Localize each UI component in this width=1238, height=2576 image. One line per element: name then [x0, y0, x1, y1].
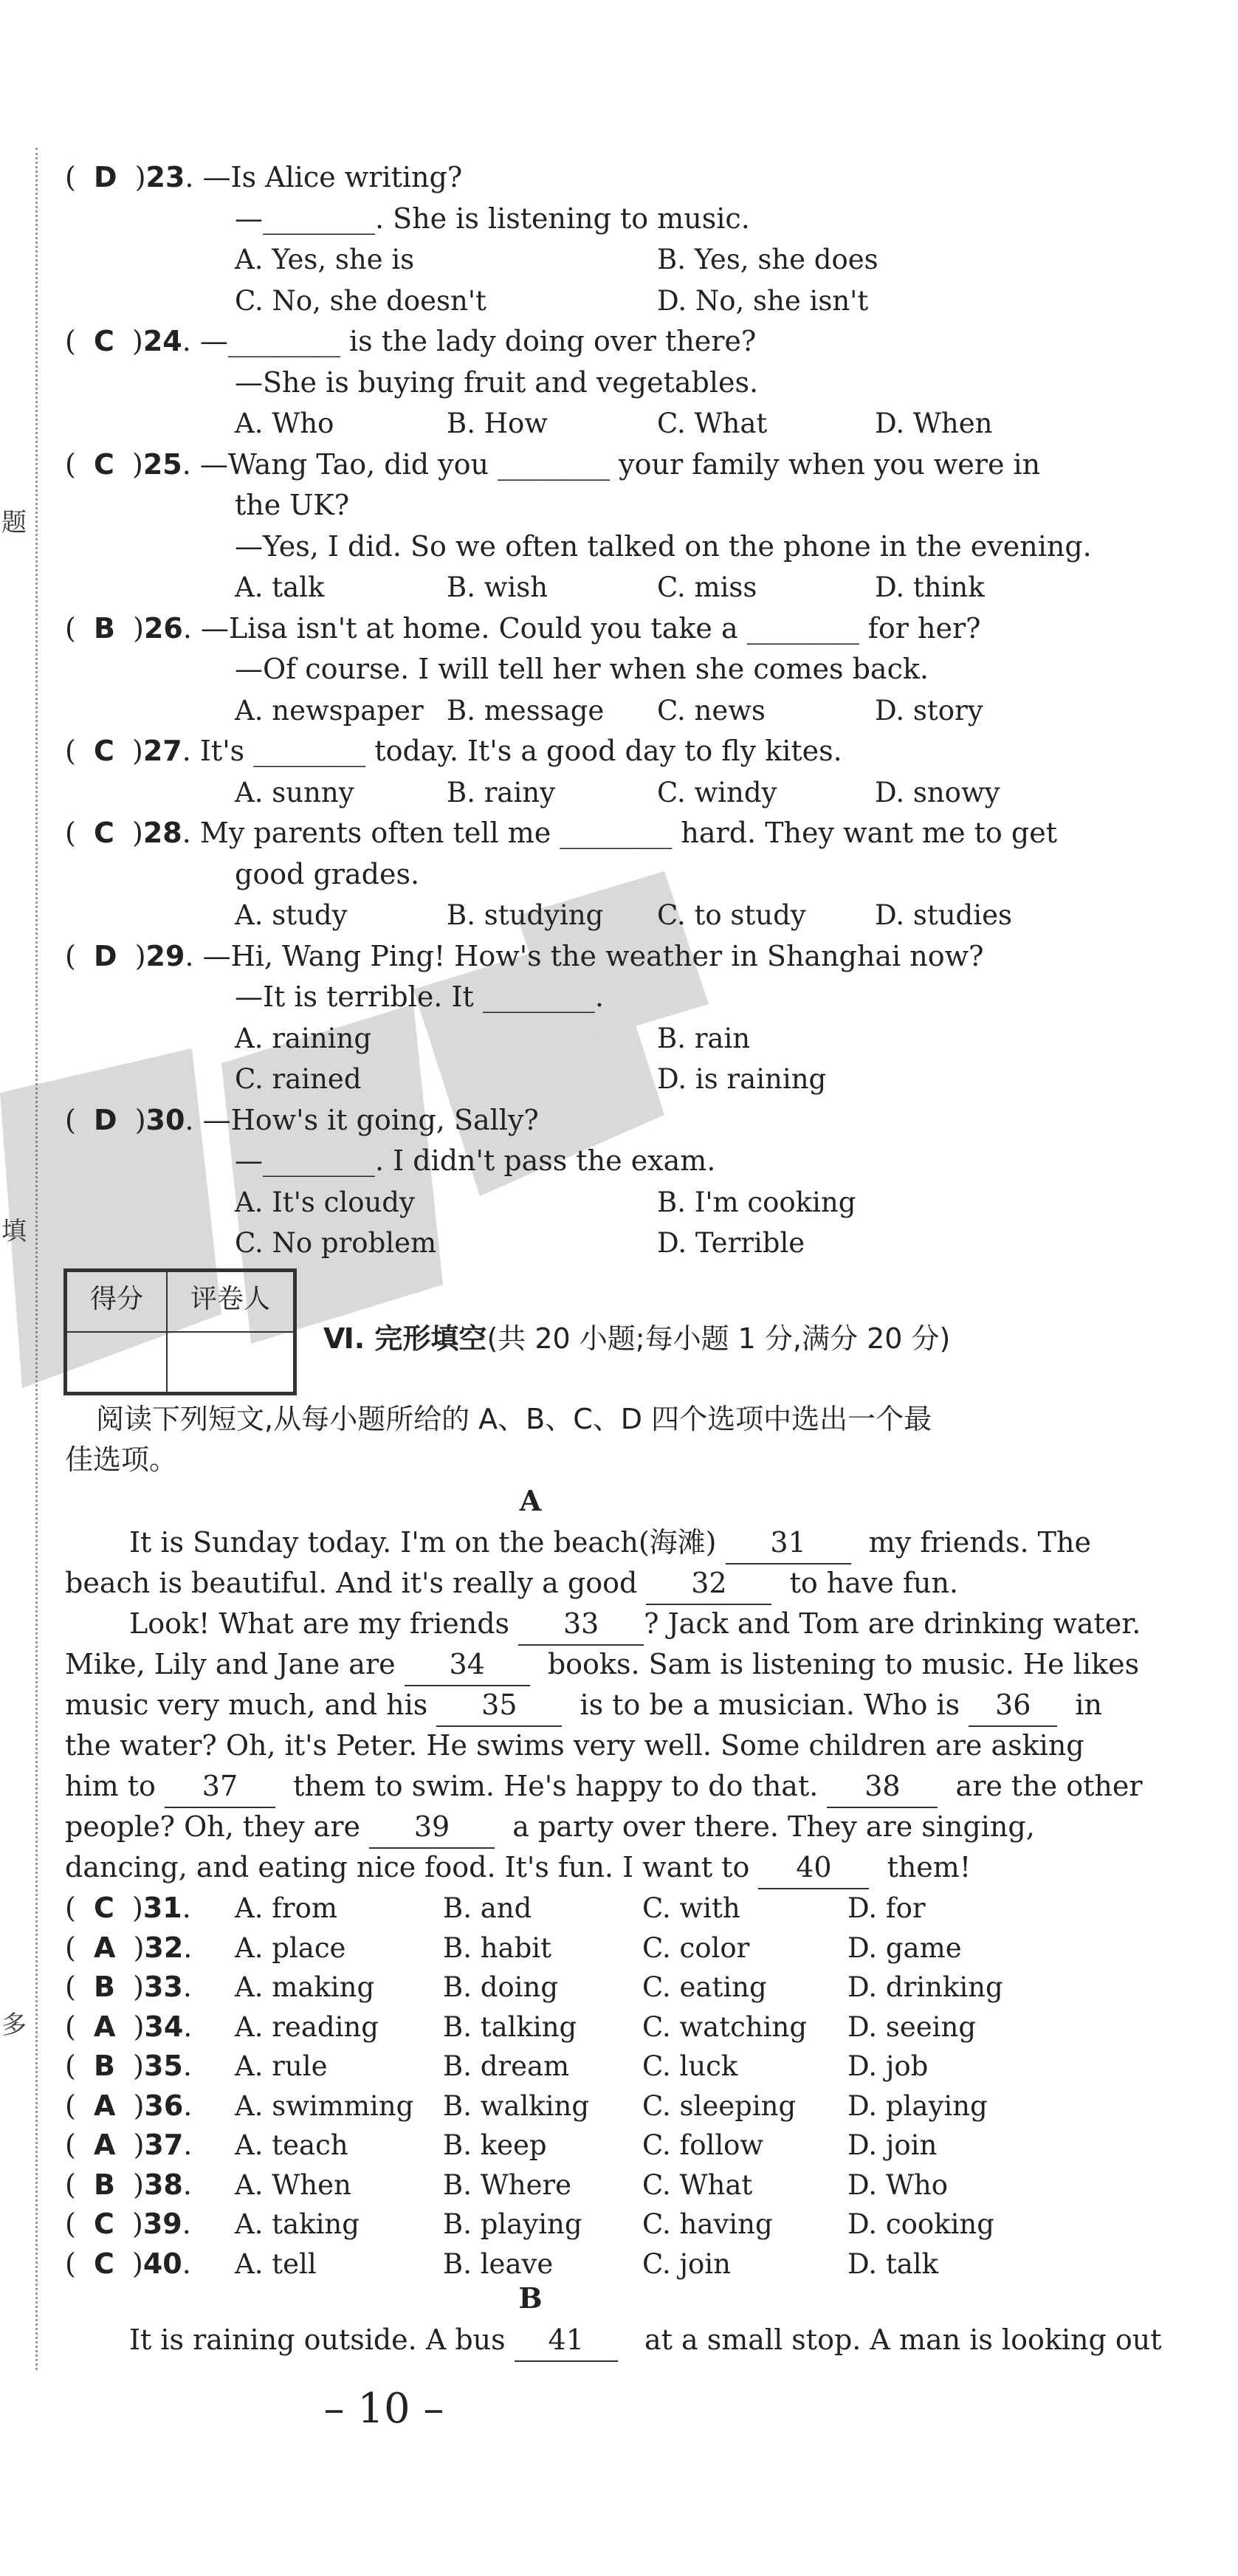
passage-a-line-9: dancing, and eating nice food. It's fun. I want to 40 them!: [65, 1847, 971, 1889]
passage-a-line-1: It is Sunday today. I'm on the beach(海滩) 31 my friends. The: [129, 1522, 1091, 1565]
cloze-option-35-C: C. luck: [642, 2050, 738, 2082]
question-28-line: good grades.: [235, 857, 420, 890]
margin-mark-3: 多: [1, 2010, 27, 2040]
cloze-option-31-C: C. with: [642, 1892, 740, 1924]
question-number: 27: [142, 735, 182, 767]
answer-letter: A: [93, 2129, 116, 2161]
option-29-B: B. rain: [657, 1022, 751, 1054]
passage-a-heading: A: [519, 1484, 542, 1517]
cloze-option-36-A: A. swimming: [235, 2089, 414, 2122]
answer-letter: C: [93, 1892, 114, 1924]
cloze-option-38-B: B. Where: [443, 2168, 572, 2201]
question-text: —How's it going, Sally?: [202, 1103, 539, 1136]
cloze-option-39-B: B. playing: [443, 2208, 582, 2240]
option-23-A: A. Yes, she is: [235, 244, 415, 275]
grader-label: 评卷人: [166, 1271, 295, 1333]
passage-a-line-2: beach is beautiful. And it's really a good 32 to have fun.: [65, 1563, 958, 1605]
grader-cell: [166, 1331, 295, 1393]
cloze-option-38-A: A. When: [235, 2168, 351, 2201]
option-27-B: B. rainy: [447, 776, 556, 808]
passage-b-heading: B: [518, 2281, 543, 2315]
question-number: 36: [144, 2089, 184, 2122]
option-29-C: C. rained: [235, 1063, 362, 1095]
option-25-B: B. wish: [447, 571, 548, 603]
cloze-option-37-B: B. keep: [443, 2129, 547, 2161]
passage-b-line-1: It is raining outside. A bus 41 at a small stop. A man is looking out: [129, 2320, 1162, 2362]
passage-a-line-4: Mike, Lily and Jane are 34 books. Sam is listening to music. He likes: [65, 1644, 1139, 1686]
option-25-C: C. miss: [657, 571, 757, 603]
margin-mark-1: 题: [1, 508, 27, 537]
answer-letter: A: [93, 2010, 116, 2043]
question-number: 25: [142, 447, 182, 481]
cloze-option-35-A: A. rule: [235, 2050, 328, 2082]
cloze-option-34-C: C. watching: [642, 2010, 808, 2043]
cloze-option-37-C: C. follow: [642, 2129, 764, 2161]
question-28: ( C )28. My parents often tell me ________ hard. They want me to get: [65, 817, 1057, 849]
answer-letter: C: [93, 2208, 114, 2240]
answer-letter: B: [93, 2168, 115, 2201]
score-label: 得分: [66, 1271, 168, 1333]
question-number: 32: [144, 1931, 184, 1964]
answer-letter: C: [93, 447, 114, 481]
question-text: —Hi, Wang Ping! How's the weather in Shanghai now?: [202, 939, 984, 972]
option-28-B: B. studying: [447, 899, 604, 931]
answer-letter: D: [93, 1103, 117, 1136]
question-23: ( D )23. —Is Alice writing?: [65, 161, 463, 193]
cloze-option-40-C: C. join: [642, 2247, 731, 2280]
cloze-option-33-C: C. eating: [642, 1971, 767, 2003]
option-30-D: D. Terrible: [657, 1227, 805, 1259]
option-24-A: A. Who: [235, 408, 334, 439]
cloze-option-33-D: D. drinking: [847, 1971, 1003, 2003]
cloze-option-36-B: B. walking: [443, 2089, 590, 2122]
option-29-A: A. raining: [235, 1022, 371, 1054]
cloze-option-31-B: B. and: [443, 1892, 532, 1924]
answer-letter: C: [93, 735, 114, 767]
cloze-33: ( B )33.: [65, 1971, 192, 2003]
question-text: —Lisa isn't at home. Could you take a ________ for her?: [201, 611, 981, 645]
score-cell: [66, 1331, 168, 1393]
page-number: – 10 –: [323, 2385, 444, 2433]
question-number: 38: [143, 2168, 183, 2201]
cloze-option-38-C: C. What: [642, 2168, 753, 2201]
question-29-line: —It is terrible. It ________.: [235, 980, 604, 1013]
instruction-line-2: 佳选项。: [65, 1443, 178, 1476]
question-number: 33: [143, 1971, 183, 2003]
option-28-D: D. studies: [875, 899, 1012, 931]
option-27-D: D. snowy: [875, 776, 1000, 808]
question-text: —Wang Tao, did you ________ your family when you were in: [199, 447, 1041, 481]
cloze-option-35-B: B. dream: [443, 2050, 570, 2082]
cloze-37: ( A )37.: [65, 2129, 193, 2161]
answer-letter: A: [93, 1931, 116, 1964]
option-27-A: A. sunny: [235, 776, 354, 808]
option-28-A: A. study: [235, 899, 348, 931]
question-number: 31: [142, 1892, 182, 1924]
answer-letter: B: [93, 611, 115, 645]
option-24-B: B. How: [447, 408, 548, 439]
cloze-31: ( C )31.: [65, 1892, 191, 1924]
option-23-B: B. Yes, she does: [657, 244, 878, 275]
question-text: —________ is the lady doing over there?: [199, 325, 757, 357]
question-27: ( C )27. It's ________ today. It's a good day to fly kites.: [65, 735, 842, 767]
section-note: (共 20 小题;每小题 1 分,满分 20 分): [486, 1322, 951, 1355]
option-30-C: C. No problem: [235, 1227, 437, 1259]
cloze-38: ( B )38.: [65, 2168, 192, 2201]
cloze-option-31-D: D. for: [847, 1892, 926, 1924]
cloze-option-36-C: C. sleeping: [642, 2089, 797, 2122]
question-30-line: —________. I didn't pass the exam.: [235, 1144, 716, 1177]
cloze-option-33-A: A. making: [235, 1971, 375, 2003]
question-number: 34: [144, 2010, 184, 2043]
question-26: ( B )26. —Lisa isn't at home. Could you take a ________ for her?: [65, 611, 981, 645]
cloze-option-36-D: D. playing: [847, 2089, 988, 2122]
answer-letter: C: [93, 325, 114, 357]
cloze-option-38-D: D. Who: [847, 2168, 949, 2201]
option-26-A: A. newspaper: [235, 694, 424, 727]
option-23-C: C. No, she doesn't: [235, 284, 486, 317]
option-24-D: D. When: [875, 408, 993, 439]
section-title: [323, 1316, 950, 1356]
question-30: ( D )30. —How's it going, Sally?: [65, 1103, 539, 1136]
cloze-option-32-C: C. color: [642, 1931, 750, 1964]
answer-letter: D: [93, 939, 117, 972]
answer-letter: A: [93, 2089, 116, 2122]
cloze-option-40-D: D. talk: [847, 2247, 939, 2280]
option-30-B: B. I'm cooking: [657, 1186, 856, 1218]
instruction-line-1: 阅读下列短文,从每小题所给的 A、B、C、D 四个选项中选出一个最: [96, 1403, 932, 1435]
margin-mark-2: 填: [1, 1217, 27, 1246]
cloze-option-32-B: B. habit: [443, 1931, 551, 1964]
question-text: My parents often tell me ________ hard. They want me to get: [199, 817, 1057, 849]
question-number: 23: [145, 161, 185, 193]
question-number: 24: [142, 325, 182, 357]
question-26-line: —Of course. I will tell her when she comes back.: [235, 653, 929, 685]
question-number: 37: [144, 2129, 184, 2161]
passage-a-line-5: music very much, and his 35 is to be a musician. Who is 36 in: [65, 1685, 1102, 1727]
question-number: 35: [143, 2050, 183, 2082]
question-number: 40: [142, 2247, 182, 2280]
passage-a-line-6: the water? Oh, it's Peter. He swims very well. Some children are asking: [65, 1729, 1084, 1762]
option-27-C: C. windy: [657, 776, 777, 808]
cloze-option-39-A: A. taking: [235, 2208, 360, 2240]
cloze-32: ( A )32.: [65, 1931, 193, 1964]
passage-a-line-8: people? Oh, they are 39 a party over there. They are singing,: [65, 1807, 1035, 1849]
question-25-line: —Yes, I did. So we often talked on the phone in the evening.: [235, 529, 1092, 563]
question-number: 28: [142, 817, 182, 849]
option-23-D: D. No, she isn't: [657, 284, 869, 317]
question-29: ( D )29. —Hi, Wang Ping! How's the weather in Shanghai now?: [65, 939, 984, 972]
question-text: It's ________ today. It's a good day to fly kites.: [199, 735, 842, 767]
cloze-option-35-D: D. job: [847, 2050, 929, 2082]
cloze-option-33-B: B. doing: [443, 1971, 559, 2003]
cloze-option-40-A: A. tell: [235, 2247, 317, 2280]
cloze-option-34-D: D. seeing: [847, 2010, 976, 2043]
question-number: 26: [143, 611, 183, 645]
cloze-option-32-D: D. game: [847, 1931, 962, 1964]
cloze-40: ( C )40.: [65, 2247, 191, 2280]
answer-letter: D: [93, 161, 117, 193]
cloze-option-34-A: A. reading: [235, 2010, 379, 2043]
cloze-option-37-A: A. teach: [235, 2129, 348, 2161]
question-number: 39: [142, 2208, 182, 2240]
option-26-B: B. message: [447, 694, 605, 727]
option-29-D: D. is raining: [657, 1063, 827, 1095]
cloze-option-37-D: D. join: [847, 2129, 938, 2161]
question-23-line: —________. She is listening to music.: [235, 202, 750, 235]
option-26-C: C. news: [657, 694, 766, 727]
answer-letter: C: [93, 2247, 114, 2280]
cloze-36: ( A )36.: [65, 2089, 193, 2122]
question-text: —Is Alice writing?: [202, 161, 463, 193]
passage-a-line-3: Look! What are my friends 33 ? Jack and Tom are drinking water.: [129, 1604, 1141, 1646]
option-28-C: C. to study: [657, 899, 806, 931]
option-24-C: C. What: [657, 408, 768, 439]
section-title-text: Ⅵ. 完形填空: [323, 1322, 487, 1355]
question-24: ( C )24. —________ is the lady doing over there?: [65, 325, 757, 357]
binding-dotted-line: [35, 148, 38, 2370]
score-table: [63, 1268, 297, 1395]
cloze-option-40-B: B. leave: [443, 2247, 554, 2280]
answer-letter: B: [93, 2050, 115, 2082]
option-25-A: A. talk: [235, 571, 325, 603]
question-24-line: —She is buying fruit and vegetables.: [235, 365, 759, 399]
answer-letter: B: [93, 1971, 115, 2003]
cloze-option-34-B: B. talking: [443, 2010, 577, 2043]
cloze-34: ( A )34.: [65, 2010, 193, 2043]
option-30-A: A. It's cloudy: [235, 1186, 415, 1218]
cloze-option-31-A: A. from: [235, 1892, 337, 1924]
cloze-option-39-C: C. having: [642, 2208, 773, 2240]
cloze-39: ( C )39.: [65, 2208, 191, 2240]
option-25-D: D. think: [875, 571, 985, 603]
cloze-35: ( B )35.: [65, 2050, 192, 2082]
question-25: ( C )25. —Wang Tao, did you ________ your family when you were in: [65, 447, 1041, 481]
cloze-option-39-D: D. cooking: [847, 2208, 994, 2240]
passage-a-line-7: him to 37 them to swim. He's happy to do that. 38 are the other: [65, 1766, 1143, 1808]
question-number: 30: [145, 1103, 185, 1136]
question-25-line: the UK?: [235, 489, 350, 521]
option-26-D: D. story: [875, 694, 983, 727]
cloze-option-32-A: A. place: [235, 1931, 346, 1964]
question-number: 29: [145, 939, 185, 972]
answer-letter: C: [93, 817, 114, 849]
